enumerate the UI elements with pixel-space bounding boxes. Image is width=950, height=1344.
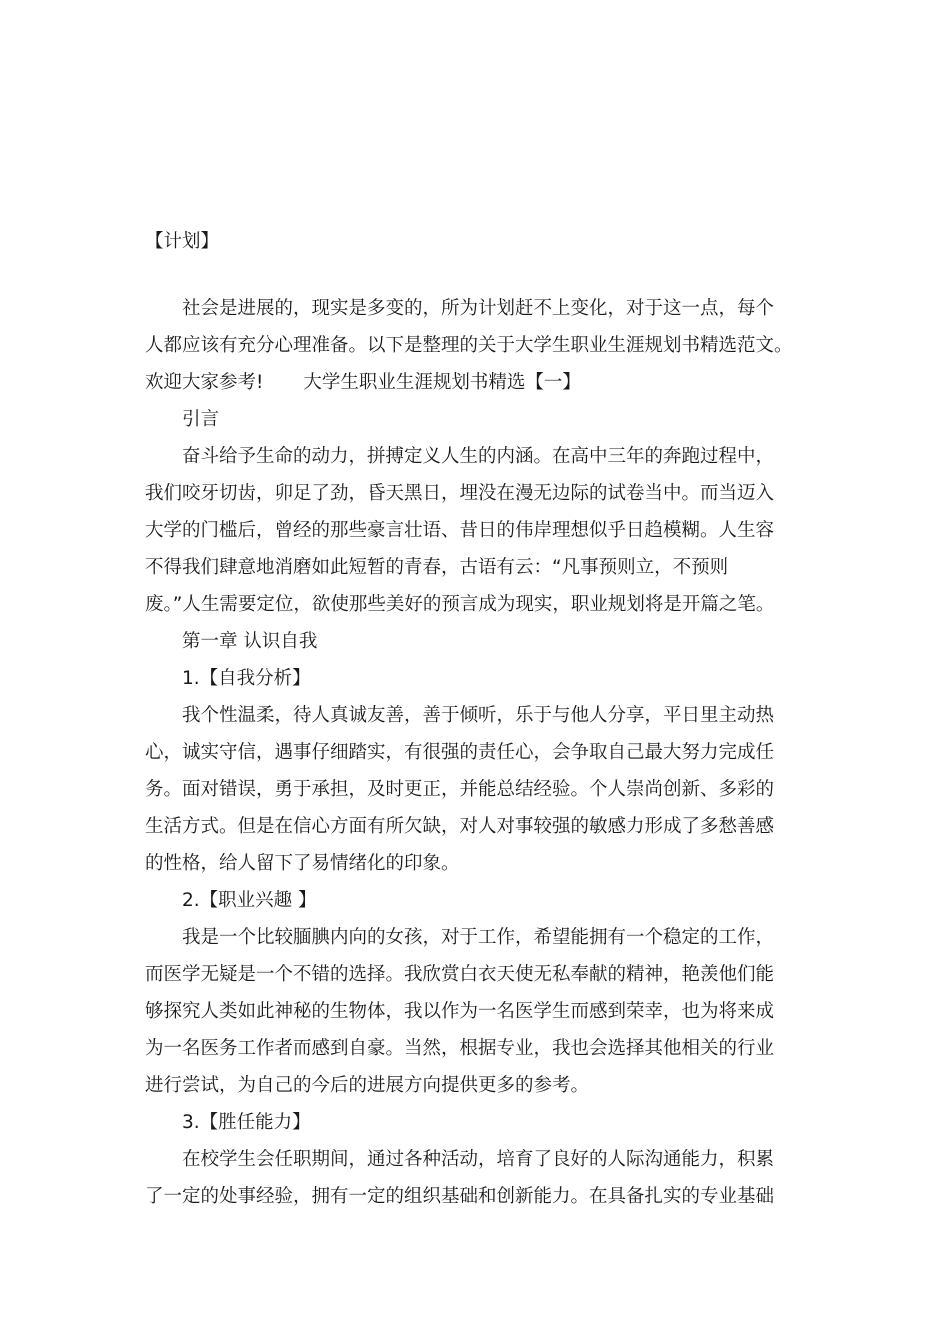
paragraph-line: 大学的门槛后，曾经的那些豪言壮语、昔日的伟岸理想似乎日趋模糊。人生容	[145, 520, 775, 541]
welcome-text: 欢迎大家参考!	[145, 372, 264, 393]
paragraph-line: 够探究人类如此神秘的生物体，我以作为一名医学生而感到荣幸，也为将来成	[145, 1001, 775, 1022]
paragraph-line: 的性格，给人留下了易情绪化的印象。	[145, 853, 460, 874]
paragraph-line: 我是一个比较腼腆内向的女孩，对于工作，希望能拥有一个稳定的工作，	[182, 927, 775, 948]
paragraph-line: 社会是进展的，现实是多变的，所为计划赶不上变化，对于这一点，每个	[182, 298, 775, 319]
paragraph-line	[145, 371, 581, 395]
paragraph-line: 我们咬牙切齿，卯足了劲，昏天黑日，埋没在漫无边际的试卷当中。而当迈入	[145, 483, 775, 504]
paragraph-line: 在校学生会任职期间，通过各种活动，培育了良好的人际沟通能力，积累	[182, 1149, 775, 1170]
heading-introduction: 引言	[182, 409, 220, 430]
paragraph-line: 为一名医务工作者而感到自豪。当然，根据专业，我也会选择其他相关的行业	[145, 1038, 775, 1059]
paragraph-line: 了一定的处事经验，拥有一定的组织基础和创新能力。在具备扎实的专业基础	[145, 1186, 775, 1207]
paragraph-line: 废。”人生需要定位，欲使那些美好的预言成为现实，职业规划将是开篇之笔。	[145, 594, 775, 615]
paragraph-line: 进行尝试，为自己的今后的进展方向提供更多的参考。	[145, 1075, 590, 1096]
subsection-heading: 3.【胜任能力】	[182, 1112, 311, 1133]
section-heading-plan: 【计划】	[145, 231, 220, 252]
subsection-heading: 1.【自我分析】	[182, 668, 311, 689]
paragraph-line: 我个性温柔，待人真诚友善，善于倾听，乐于与他人分享，平日里主动热	[182, 705, 775, 726]
paragraph-line: 人都应该有充分心理准备。以下是整理的关于大学生职业生涯规划书精选范文。	[145, 335, 793, 356]
paragraph-line: 生活方式。但是在信心方面有所欠缺，对人对事较强的敏感力形成了多愁善感	[145, 816, 775, 837]
paragraph-line: 奋斗给予生命的动力，拼搏定义人生的内涵。在高中三年的奔跑过程中，	[182, 446, 775, 467]
article-title: 大学生职业生涯规划书精选【一】	[303, 372, 581, 393]
chapter-heading: 第一章 认识自我	[182, 631, 318, 652]
paragraph-line: 而医学无疑是一个不错的选择。我欣赏白衣天使无私奉献的精神，艳羡他们能	[145, 964, 775, 985]
subsection-heading: 2.【职业兴趣 】	[182, 890, 317, 911]
paragraph-line: 务。面对错误，勇于承担，及时更正，并能总结经验。个人崇尚创新、多彩的	[145, 779, 775, 800]
paragraph-line: 心，诚实守信，遇事仔细踏实，有很强的责任心，会争取自己最大努力完成任	[145, 742, 775, 763]
paragraph-line: 不得我们肆意地消磨如此短暂的青春，古语有云：“凡事预则立，不预则	[145, 557, 729, 578]
